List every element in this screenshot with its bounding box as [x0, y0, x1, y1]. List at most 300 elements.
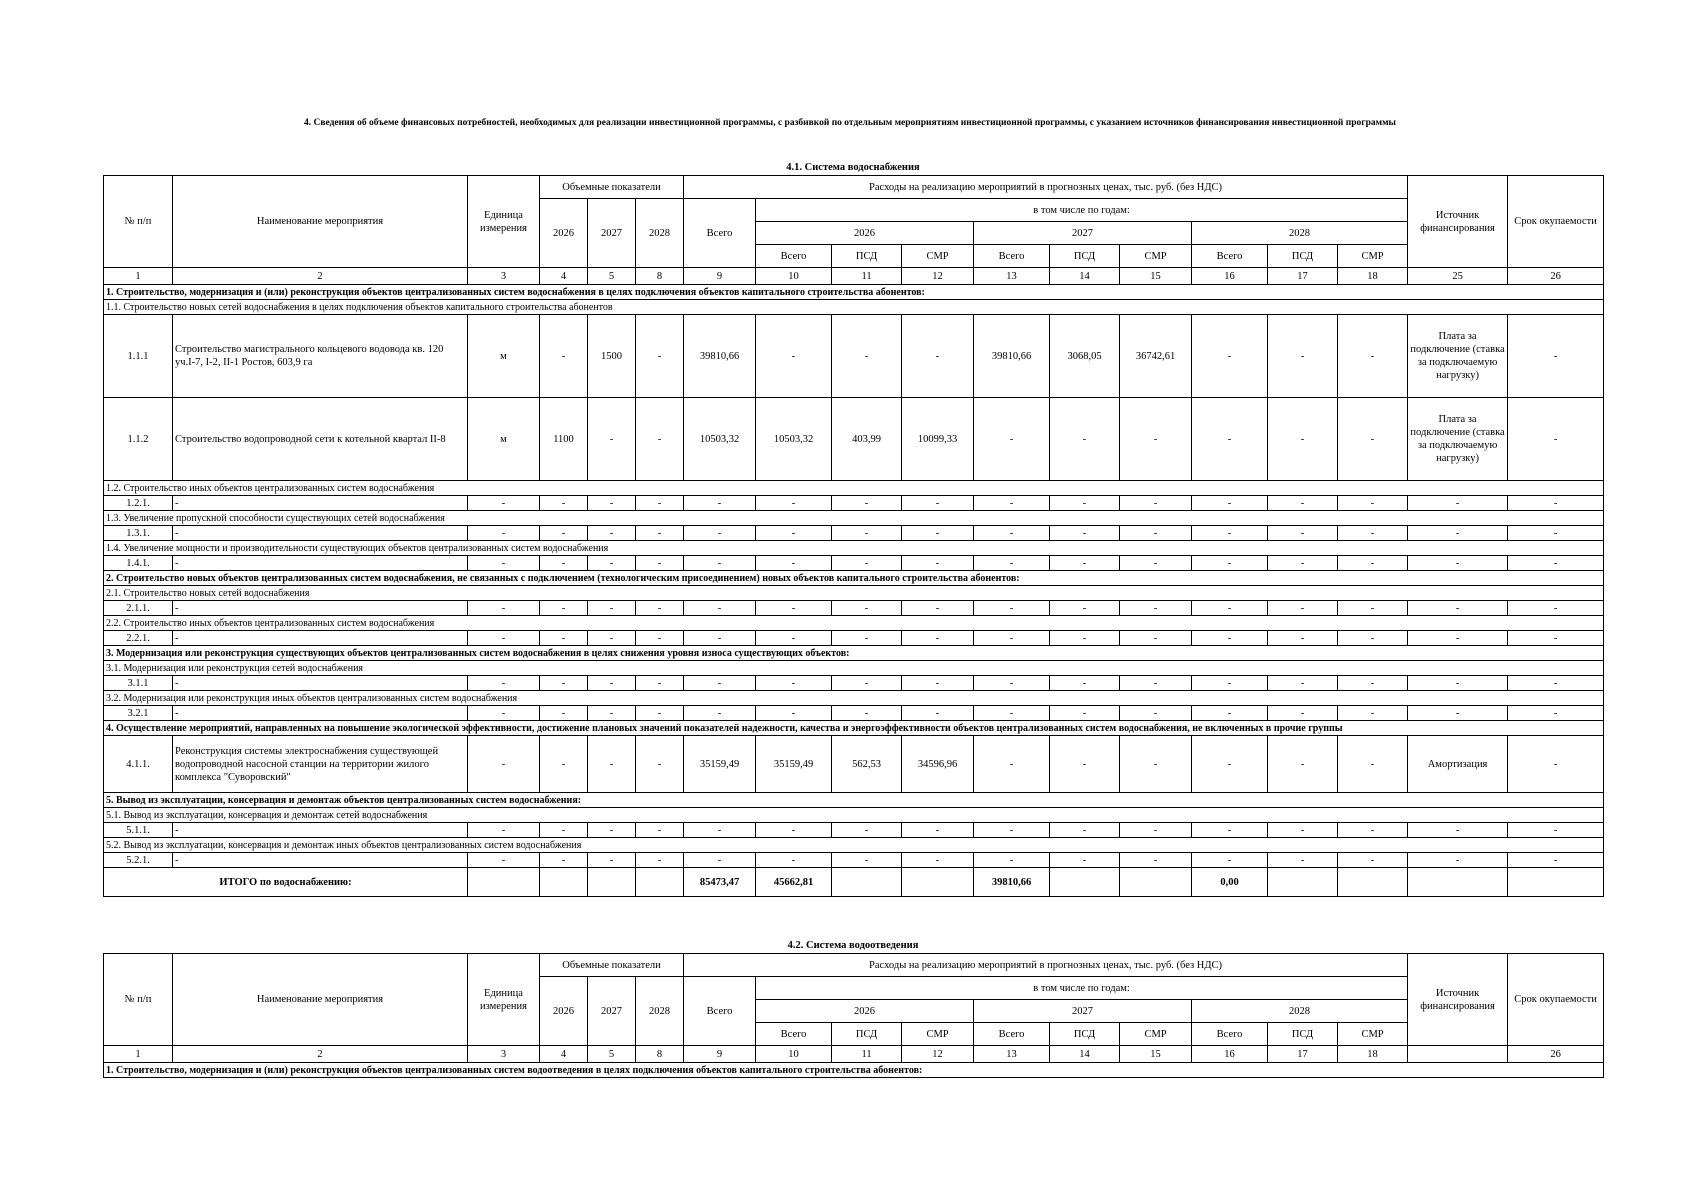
header-volume-year: 2028 [636, 199, 684, 268]
column-number: 13 [974, 268, 1050, 285]
header-sub-total: Всего [1192, 1023, 1268, 1046]
total-cell [1120, 868, 1192, 897]
table-cell: - [756, 631, 832, 646]
section-heading: 5. Вывод из эксплуатации, консервация и демонтаж объектов централизованных систем водоснабжения: [104, 793, 1604, 808]
header-sub-psd: ПСД [1268, 1023, 1338, 1046]
table-cell: - [684, 676, 756, 691]
header-sub-total: Всего [974, 245, 1050, 268]
table-cell: 35159,49 [756, 736, 832, 793]
table-cell: - [974, 496, 1050, 511]
table-cell: - [636, 631, 684, 646]
table-cell: - [468, 736, 540, 793]
table-cell: 10503,32 [684, 398, 756, 481]
table-cell: - [832, 853, 902, 868]
subsection-row [104, 691, 1604, 706]
table-cell: Плата за подключение (ставка за подключаемую нагрузку) [1408, 315, 1508, 398]
column-number: 9 [684, 268, 756, 285]
table-cell: - [1192, 706, 1268, 721]
table-cell: - [902, 853, 974, 868]
activity-name: - [173, 853, 468, 868]
table-cell: - [832, 315, 902, 398]
table-cell: - [1508, 556, 1604, 571]
table-cell: - [540, 315, 588, 398]
activity-name: - [173, 706, 468, 721]
section-heading: 4. Осуществление мероприятий, направленных на повышение экологической эффективности, достижение плановых значений показателей надежности, качества и энергоэффективности объектов централизованных систем водоснабжения, не включенных в прочие группы [104, 721, 1604, 736]
column-number: 3 [468, 268, 540, 285]
column-number: 12 [902, 268, 974, 285]
table-cell: - [1408, 631, 1508, 646]
table-cell: - [540, 526, 588, 541]
header-payback: Срок окупаемости [1508, 954, 1604, 1046]
table-cell: - [1338, 823, 1408, 838]
table-cell: - [636, 556, 684, 571]
row-number: 5.1.1. [104, 823, 173, 838]
header-expenses-total: Всего [684, 199, 756, 268]
table-cell: 1500 [588, 315, 636, 398]
table-cell: - [1192, 823, 1268, 838]
table-cell: - [540, 823, 588, 838]
section-heading: 2. Строительство новых объектов централизованных систем водоснабжения, не связанных с подключением (технологическим присоединением) новых объектов капитального строительства абонентов: [104, 571, 1604, 586]
column-number: 15 [1120, 268, 1192, 285]
total-cell [1408, 868, 1508, 897]
table-cell: - [540, 601, 588, 616]
table-cell: - [1268, 315, 1338, 398]
table-cell: - [1338, 676, 1408, 691]
column-number: 1 [104, 1046, 173, 1063]
column-number: 5 [588, 268, 636, 285]
activity-name: Строительство магистрального кольцевого водовода кв. 120 уч.I-7, I-2, II-1 Ростов, 603,9 га [173, 315, 468, 398]
table-cell: - [1192, 736, 1268, 793]
table-cell: - [636, 315, 684, 398]
table-cell: - [832, 676, 902, 691]
row-number: 2.1.1. [104, 601, 173, 616]
table-cell: - [588, 631, 636, 646]
table-cell: - [1408, 526, 1508, 541]
subsection-heading: 3.1. Модернизация или реконструкция сетей водоснабжения [104, 661, 1604, 676]
table-row [104, 823, 1604, 838]
table-cell: - [1192, 526, 1268, 541]
total-cell [1338, 868, 1408, 897]
section-title-water-supply: 4.1. Система водоснабжения [786, 162, 920, 173]
column-number: 2 [173, 1046, 468, 1063]
table-cell: - [1268, 823, 1338, 838]
table-cell: - [1050, 676, 1120, 691]
table-cell: - [1338, 315, 1408, 398]
header-sub-total: Всего [1192, 245, 1268, 268]
table-cell: - [1338, 556, 1408, 571]
table-cell: - [684, 853, 756, 868]
table-cell: - [540, 736, 588, 793]
table-cell: - [1192, 676, 1268, 691]
table-cell: - [1268, 398, 1338, 481]
table-cell: Амортизация [1408, 736, 1508, 793]
row-number: 2.2.1. [104, 631, 173, 646]
table-cell: - [468, 631, 540, 646]
table-cell: - [1050, 601, 1120, 616]
table-cell: - [636, 736, 684, 793]
row-number: 1.4.1. [104, 556, 173, 571]
column-number: 15 [1120, 1046, 1192, 1063]
table-cell: - [1120, 556, 1192, 571]
column-number: 26 [1508, 268, 1604, 285]
document-heading: 4. Сведения об объеме финансовых потребностей, необходимых для реализации инвестиционной программы, с разбивкой по отдельным мероприятиям инвестиционной программы, с указанием источников финансирования инвестиционной программы [304, 118, 1396, 128]
header-sub-total: Всего [756, 1023, 832, 1046]
table-cell: - [974, 526, 1050, 541]
header-sub-smr: СМР [1338, 245, 1408, 268]
header-sub-total: Всего [756, 245, 832, 268]
header-sub-smr: СМР [902, 245, 974, 268]
subsection-heading: 1.3. Увеличение пропускной способности существующих сетей водоснабжения [104, 511, 1604, 526]
table-cell: - [1408, 706, 1508, 721]
table-cell: - [1120, 601, 1192, 616]
table-cell: - [1120, 631, 1192, 646]
table-cell: - [1508, 526, 1604, 541]
table-cell: 34596,96 [902, 736, 974, 793]
column-number: 12 [902, 1046, 974, 1063]
table-cell: - [1508, 676, 1604, 691]
table-cell: - [468, 526, 540, 541]
header-sub-psd: ПСД [832, 245, 902, 268]
section-row [104, 1063, 1604, 1078]
header-expense-year: 2028 [1192, 222, 1408, 245]
column-number: 14 [1050, 1046, 1120, 1063]
table-cell: - [1192, 853, 1268, 868]
table-cell: 3068,05 [1050, 315, 1120, 398]
table-cell: - [1338, 853, 1408, 868]
total-cell [1508, 868, 1604, 897]
table-cell: - [468, 823, 540, 838]
table-cell: - [902, 315, 974, 398]
table-cell: - [1050, 398, 1120, 481]
table-cell: м [468, 398, 540, 481]
activity-name: - [173, 496, 468, 511]
table-cell: - [588, 601, 636, 616]
table-cell: 10099,33 [902, 398, 974, 481]
section-heading: 1. Строительство, модернизация и (или) реконструкция объектов централизованных систем водоотведения в целях подключения объектов капитального строительства абонентов: [104, 1063, 1604, 1078]
table-cell: - [902, 496, 974, 511]
column-number: 10 [756, 268, 832, 285]
table-cell: - [1268, 601, 1338, 616]
total-cell [1050, 868, 1120, 897]
table-cell: 403,99 [832, 398, 902, 481]
header-unit: Единица измерения [468, 176, 540, 268]
total-cell: 45662,81 [756, 868, 832, 897]
subsection-heading: 5.2. Вывод из эксплуатации, консервация и демонтаж иных объектов централизованных систем водоснабжения [104, 838, 1604, 853]
subsection-heading: 2.2. Строительство иных объектов централизованных систем водоснабжения [104, 616, 1604, 631]
table-cell: 35159,49 [684, 736, 756, 793]
header-sub-smr: СМР [1120, 1023, 1192, 1046]
table-cell: - [588, 676, 636, 691]
table-cell: - [1338, 398, 1408, 481]
water-supply-table [103, 175, 1604, 897]
table-row [104, 736, 1604, 793]
table-cell: - [540, 631, 588, 646]
table-cell: - [1120, 823, 1192, 838]
subsection-row [104, 481, 1604, 496]
subsection-row [104, 541, 1604, 556]
total-cell [832, 868, 902, 897]
table-row [104, 601, 1604, 616]
total-cell: 0,00 [1192, 868, 1268, 897]
total-cell [636, 868, 684, 897]
total-cell [468, 868, 540, 897]
header-expense-year: 2027 [974, 222, 1192, 245]
table-cell: - [1268, 706, 1338, 721]
column-number: 18 [1338, 1046, 1408, 1063]
header-expenses-total: Всего [684, 977, 756, 1046]
column-number: 18 [1338, 268, 1408, 285]
table-cell: - [832, 706, 902, 721]
activity-name: - [173, 823, 468, 838]
subsection-heading: 5.1. Вывод из эксплуатации, консервация и демонтаж сетей водоснабжения [104, 808, 1604, 823]
table-cell: - [588, 398, 636, 481]
column-number: 1 [104, 268, 173, 285]
column-number: 14 [1050, 268, 1120, 285]
header-volume: Объемные показатели [540, 176, 684, 199]
row-number: 4.1.1. [104, 736, 173, 793]
header-payback: Срок окупаемости [1508, 176, 1604, 268]
table-cell: - [636, 706, 684, 721]
table-cell: - [1120, 526, 1192, 541]
table-row [104, 853, 1604, 868]
table-cell: - [1050, 736, 1120, 793]
table-cell: - [756, 853, 832, 868]
column-number: 8 [636, 1046, 684, 1063]
table-cell: - [1050, 496, 1120, 511]
table-row [104, 706, 1604, 721]
table-cell: - [832, 601, 902, 616]
row-number: 1.1.1 [104, 315, 173, 398]
activity-name: - [173, 601, 468, 616]
activity-name: - [173, 631, 468, 646]
table-cell: - [1338, 706, 1408, 721]
table-cell: - [468, 601, 540, 616]
column-number: 16 [1192, 1046, 1268, 1063]
total-cell [540, 868, 588, 897]
table-cell: - [902, 526, 974, 541]
table-cell: - [588, 496, 636, 511]
total-cell [902, 868, 974, 897]
table-cell: - [1120, 706, 1192, 721]
table-cell: - [1268, 631, 1338, 646]
column-number [1408, 1046, 1508, 1063]
table-cell: - [974, 631, 1050, 646]
header-expense-year: 2026 [756, 222, 974, 245]
table-cell: - [974, 398, 1050, 481]
column-number: 16 [1192, 268, 1268, 285]
table-cell: - [684, 556, 756, 571]
header-volume-year: 2028 [636, 977, 684, 1046]
table-cell: - [1508, 853, 1604, 868]
table-cell: 36742,61 [1120, 315, 1192, 398]
table-cell: - [468, 556, 540, 571]
table-cell: - [974, 736, 1050, 793]
table-cell: - [756, 526, 832, 541]
table-cell: - [1268, 496, 1338, 511]
table-cell: - [1120, 676, 1192, 691]
header-expenses: Расходы на реализацию мероприятий в прогнозных ценах, тыс. руб. (без НДС) [684, 176, 1408, 199]
table-cell: - [974, 853, 1050, 868]
column-number: 11 [832, 268, 902, 285]
table-cell: - [1508, 315, 1604, 398]
activity-name: - [173, 556, 468, 571]
subsection-row [104, 616, 1604, 631]
total-cell [588, 868, 636, 897]
column-number: 2 [173, 268, 468, 285]
table-cell: - [1120, 496, 1192, 511]
table-cell: - [588, 823, 636, 838]
header-sub-total: Всего [974, 1023, 1050, 1046]
subsection-heading: 1.2. Строительство иных объектов централизованных систем водоснабжения [104, 481, 1604, 496]
table-cell: - [1192, 556, 1268, 571]
table-cell: - [588, 853, 636, 868]
table-cell: - [902, 601, 974, 616]
table-cell: - [1050, 526, 1120, 541]
section-row [104, 285, 1604, 300]
subsection-row [104, 838, 1604, 853]
header-unit: Единица измерения [468, 954, 540, 1046]
column-number: 5 [588, 1046, 636, 1063]
table-cell: - [468, 676, 540, 691]
table-cell: Плата за подключение (ставка за подключаемую нагрузку) [1408, 398, 1508, 481]
table-cell: - [1268, 526, 1338, 541]
row-number: 5.2.1. [104, 853, 173, 868]
header-sub-psd: ПСД [1050, 1023, 1120, 1046]
table-cell: - [1050, 706, 1120, 721]
section-row [104, 571, 1604, 586]
table-cell: - [636, 823, 684, 838]
header-source: Источник финансирования [1408, 954, 1508, 1046]
table-cell: - [684, 631, 756, 646]
table-cell: - [540, 853, 588, 868]
table-cell: - [1408, 853, 1508, 868]
subsection-row [104, 300, 1604, 315]
total-cell: 85473,47 [684, 868, 756, 897]
subsection-heading: 2.1. Строительство новых сетей водоснабжения [104, 586, 1604, 601]
total-label: ИТОГО по водоснабжению: [104, 868, 468, 897]
row-number: 3.1.1 [104, 676, 173, 691]
column-number: 4 [540, 1046, 588, 1063]
table-cell: - [832, 556, 902, 571]
table-cell: - [684, 823, 756, 838]
table-cell: - [1050, 631, 1120, 646]
table-cell: - [902, 631, 974, 646]
table-cell: - [832, 823, 902, 838]
column-number: 8 [636, 268, 684, 285]
header-row [104, 176, 1604, 199]
subsection-heading: 1.4. Увеличение мощности и производительности существующих объектов централизованных систем водоснабжения [104, 541, 1604, 556]
column-number: 10 [756, 1046, 832, 1063]
table-cell: - [832, 631, 902, 646]
table-cell: - [1120, 853, 1192, 868]
header-volume: Объемные показатели [540, 954, 684, 977]
activity-name: Реконструкция системы электроснабжения существующей водопроводной насосной станции на территории жилого комплекса "Суворовский" [173, 736, 468, 793]
activity-name: Строительство водопроводной сети к котельной квартал II-8 [173, 398, 468, 481]
table-cell: - [636, 398, 684, 481]
header-expenses: Расходы на реализацию мероприятий в прогнозных ценах, тыс. руб. (без НДС) [684, 954, 1408, 977]
table-cell: - [684, 496, 756, 511]
section-heading: 1. Строительство, модернизация и (или) реконструкция объектов централизованных систем водоснабжения в целях подключения объектов капитального строительства абонентов: [104, 285, 1604, 300]
header-by-years: в том числе по годам: [756, 977, 1408, 1000]
row-number: 3.2.1 [104, 706, 173, 721]
activity-name: - [173, 676, 468, 691]
section-row [104, 721, 1604, 736]
table-cell: - [756, 315, 832, 398]
table-cell: - [540, 556, 588, 571]
table-cell: - [468, 706, 540, 721]
table-cell: - [1050, 823, 1120, 838]
header-expense-year: 2028 [1192, 1000, 1408, 1023]
table-cell: - [1508, 706, 1604, 721]
table-cell: - [540, 706, 588, 721]
table-cell: - [1338, 631, 1408, 646]
header-expense-year: 2027 [974, 1000, 1192, 1023]
table-row [104, 398, 1604, 481]
table-cell: - [1408, 556, 1508, 571]
table-cell: - [636, 676, 684, 691]
table-cell: - [540, 496, 588, 511]
column-number: 17 [1268, 268, 1338, 285]
table-cell: - [588, 526, 636, 541]
table-cell: - [1508, 736, 1604, 793]
header-sub-smr: СМР [1338, 1023, 1408, 1046]
table-cell: - [756, 496, 832, 511]
header-name: Наименование мероприятия [173, 176, 468, 268]
section-row [104, 646, 1604, 661]
column-number: 17 [1268, 1046, 1338, 1063]
table-cell: - [1050, 556, 1120, 571]
table-cell: - [1338, 526, 1408, 541]
column-number: 26 [1508, 1046, 1604, 1063]
table-cell: - [1508, 398, 1604, 481]
table-cell: 39810,66 [684, 315, 756, 398]
header-sub-smr: СМР [1120, 245, 1192, 268]
table-cell: 1100 [540, 398, 588, 481]
header-sub-psd: ПСД [832, 1023, 902, 1046]
table-row [104, 315, 1604, 398]
header-num: № п/п [104, 954, 173, 1046]
header-volume-year: 2026 [540, 199, 588, 268]
total-cell [1268, 868, 1338, 897]
table-cell: - [1408, 496, 1508, 511]
header-sub-psd: ПСД [1268, 245, 1338, 268]
table-row [104, 496, 1604, 511]
table-cell: - [540, 676, 588, 691]
table-cell: - [588, 706, 636, 721]
table-cell: - [832, 526, 902, 541]
header-name: Наименование мероприятия [173, 954, 468, 1046]
subsection-heading: 1.1. Строительство новых сетей водоснабжения в целях подключения объектов капитального строительства абонентов [104, 300, 1604, 315]
water-disposal-table [103, 953, 1604, 1078]
table-cell: - [1338, 496, 1408, 511]
table-cell: - [1508, 601, 1604, 616]
total-row [104, 868, 1604, 897]
header-sub-psd: ПСД [1050, 245, 1120, 268]
subsection-heading: 3.2. Модернизация или реконструкция иных объектов централизованных систем водоснабжения [104, 691, 1604, 706]
table-cell: - [1408, 601, 1508, 616]
table-row [104, 556, 1604, 571]
table-cell: - [756, 556, 832, 571]
table-cell: - [684, 601, 756, 616]
table-cell: - [902, 706, 974, 721]
table-cell: - [1268, 556, 1338, 571]
table-cell: 10503,32 [756, 398, 832, 481]
table-cell: - [974, 706, 1050, 721]
table-cell: - [756, 601, 832, 616]
row-number: 1.3.1. [104, 526, 173, 541]
subsection-row [104, 808, 1604, 823]
table-cell: - [974, 601, 1050, 616]
